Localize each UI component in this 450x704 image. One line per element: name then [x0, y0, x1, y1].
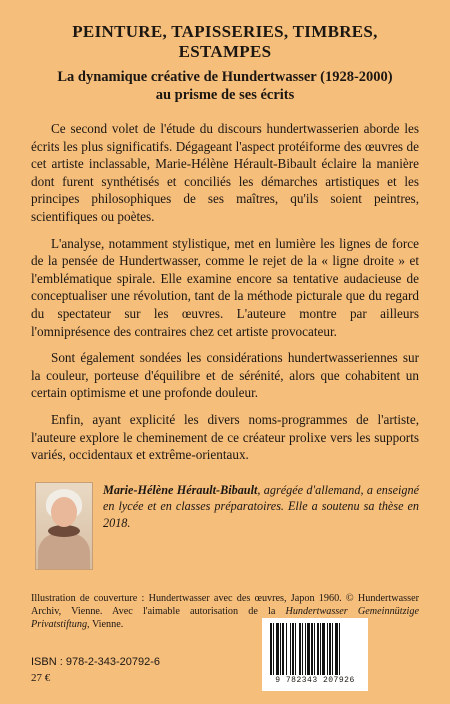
isbn: ISBN : 978-2-343-20792-6	[31, 656, 161, 668]
price: 27 €	[31, 672, 51, 684]
blurb-paragraph: L'analyse, notamment stylistique, met en lumière les lignes de force de la pensée de Hundertwasser, comme le rejet de la « ligne droite » et l'emblématique spirale. Elle examine encore sa tentative audacieuse de conceptualiser une révolution, tant de la méthode picturale que du regard du spectateur sur les œuvres. L'auteure montre par ailleurs l'omniprésence des contraires chez cet artiste provocateur.	[31, 235, 419, 339]
book-title: PEINTURE, TAPISSERIES, TIMBRES, ESTAMPES	[72, 22, 378, 61]
subtitle-line-1: La dynamique créative de Hundertwasser (1928-2000)	[57, 69, 393, 85]
blurb-paragraph: Ce second volet de l'étude du discours hundertwasserien aborde les écrits les plus significatifs. Dégageant l'aspect protéiforme des œuvres de cet artiste inclassable, Marie-Hélène Hérault-Bibault éclaire la manière dont furent synthétisés et conciliés les démarches artistiques et les principes philosophiques de ses maîtres, qu'ils soient peintres, scientifiques ou poètes.	[31, 121, 419, 224]
credit-foundation: Hundertwasser Gemeinnützige Privatstiftung	[31, 605, 419, 631]
credit-text: Illustration de couverture : Hundertwasser avec des œuvres, Japon 1960. © Hundertwasser Archiv, Vienne. Avec l'aimable autorisation de la	[31, 592, 419, 617]
barcode-bars	[268, 623, 362, 675]
blurb-paragraph: Enfin, ayant explicité les divers noms-programmes de l'artiste, l'auteure explore le cheminement de ce créateur prolixe vers les supports variés, occidentaux et extrême-orientaux.	[31, 411, 419, 463]
blurb-paragraph: Sont également sondées les considérations hundertwasseriennes sur la couleur, porteuse d'équilibre et de sérénité, alors que cohabitent un certain optimisme et une profonde douleur.	[31, 350, 419, 401]
credit-text-end: , Vienne.	[87, 619, 124, 631]
author-bio-text	[103, 482, 419, 570]
blurb	[31, 120, 419, 464]
author-description: , agrégée d'allemand, a enseigné en lycée et en classes préparatoires. Elle a soutenu sa thèse en 2018.	[103, 482, 419, 530]
barcode-number: 9 782343 207926	[275, 676, 355, 685]
author-name: Marie-Hélène Hérault-Bibault	[103, 482, 258, 497]
author-photo	[35, 482, 93, 570]
book-subtitle	[31, 68, 419, 104]
author-bio	[31, 482, 419, 570]
barcode	[262, 618, 368, 691]
subtitle-line-2: au prisme de ses écrits	[155, 87, 295, 103]
